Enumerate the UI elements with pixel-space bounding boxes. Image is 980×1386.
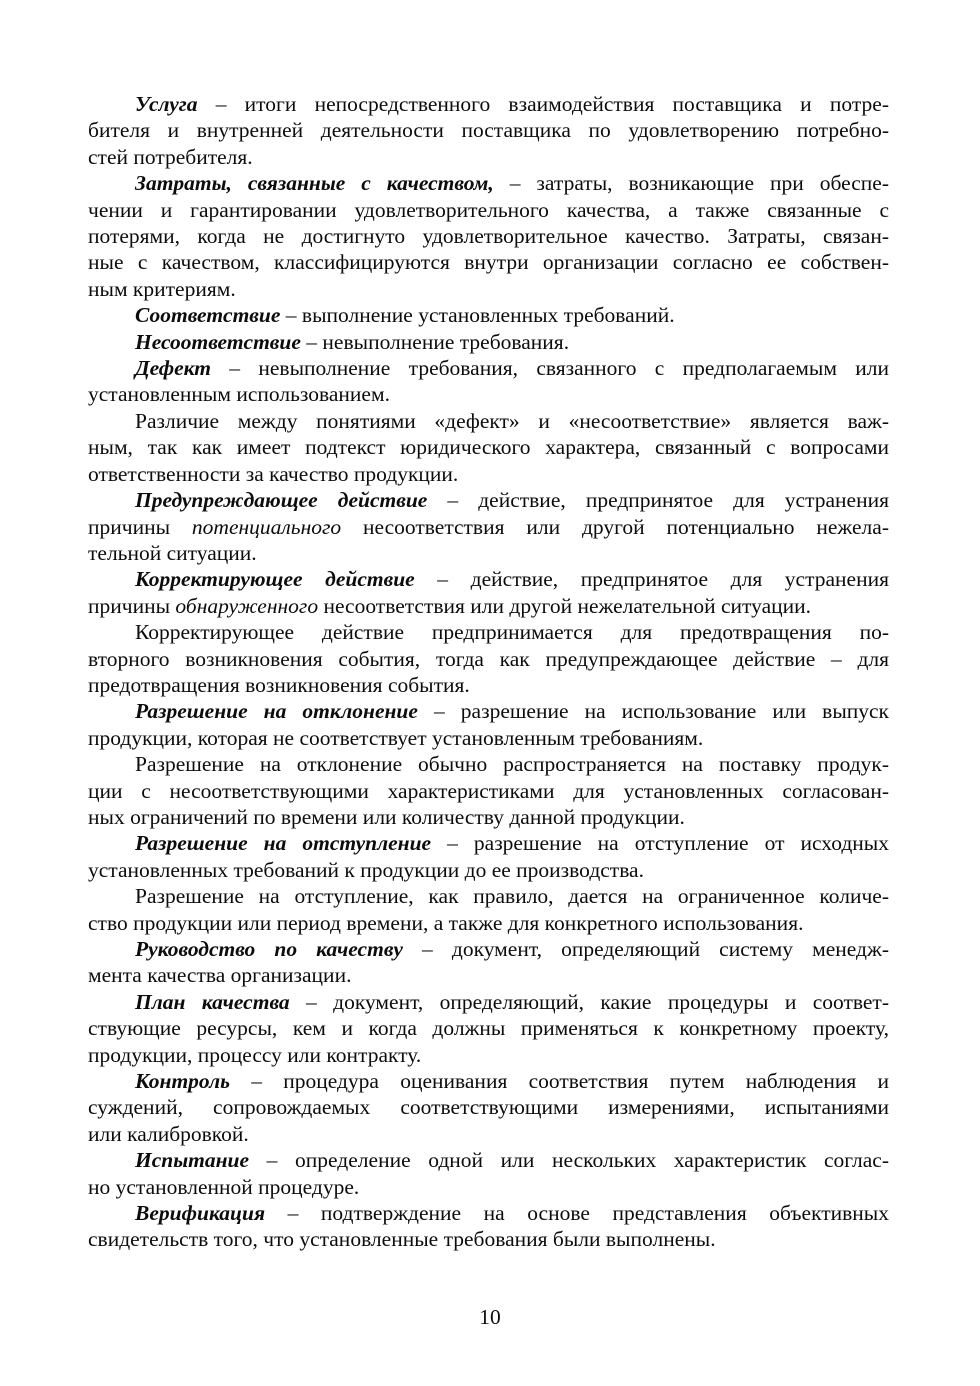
text-line (88, 355, 889, 381)
body-text: предотвращения возникновения события. (88, 672, 470, 697)
text-line (88, 197, 889, 223)
body-text: мента качества организации. (88, 963, 352, 988)
body-text: – невыполнение требования. (300, 329, 570, 354)
text-line (88, 408, 889, 434)
text-line (88, 1200, 889, 1226)
term-text: Верификация (135, 1201, 266, 1226)
paragraph (88, 1147, 889, 1200)
body-text: – документ, определяющий, какие процедуры и соответ- (289, 989, 889, 1014)
body-text: причины (88, 514, 192, 539)
body-text: установленным использованием. (88, 382, 390, 407)
body-text: стей потребителя. (88, 144, 253, 169)
paragraph (88, 989, 889, 1068)
text-line (88, 249, 889, 275)
term-text: Дефект (135, 356, 211, 381)
body-text: ных ограничений по времени или количеству данной продукции. (88, 804, 685, 829)
text-line (88, 1174, 889, 1200)
text-line (88, 487, 889, 513)
body-text: чении и гарантировании удовлетворительного качества, а также связанные с (88, 197, 889, 222)
body-text: продукции, которая не соответствует установленным требованиям. (88, 725, 704, 750)
body-text: – разрешение на отступление от исходных (431, 831, 889, 856)
body-text: ответственности за качество продукции. (88, 461, 459, 486)
text-block (88, 91, 889, 1253)
text-line (88, 514, 889, 540)
text-line (88, 434, 889, 460)
text-line (88, 276, 889, 302)
paragraph (88, 487, 889, 566)
text-line (88, 170, 889, 196)
text-line (88, 1015, 889, 1041)
text-line (88, 989, 889, 1015)
emphasis-text: потенциального (191, 514, 342, 539)
text-line (88, 593, 889, 619)
text-line (88, 619, 889, 645)
term-text: Руководство по качеству (135, 937, 403, 961)
text-line (88, 936, 889, 962)
body-text: – выполнение установленных требований. (280, 303, 675, 328)
text-line (88, 883, 889, 909)
body-text: – итоги непосредственного взаимодействия поставщика и потре- (197, 92, 889, 116)
text-line (88, 1042, 889, 1068)
text-line (88, 910, 889, 936)
term-text: Корректирующее действие (135, 567, 415, 592)
term-text: Услуга (135, 92, 198, 116)
paragraph (88, 566, 889, 619)
paragraph (88, 619, 889, 698)
body-text: – подтверждение на основе представления объективных (265, 1201, 889, 1226)
term-text: Разрешение на отступление (135, 831, 432, 856)
body-text: несоответствия или другой нежелательной ситуации. (318, 593, 812, 618)
body-text: – действие, предпринятое для устранения (414, 567, 890, 592)
text-line (88, 1094, 889, 1120)
text-line (88, 778, 889, 804)
text-line (88, 804, 889, 830)
body-text: несоответствия или другой потенциально нежела- (341, 514, 889, 539)
term-text: Несоответствие (135, 329, 301, 354)
text-line (88, 223, 889, 249)
body-text: установленных требований к продукции до ее производства. (88, 857, 644, 882)
text-line (88, 302, 889, 328)
text-line (88, 962, 889, 988)
body-text: – действие, предпринятое для устранения (427, 488, 889, 513)
text-line (88, 1226, 889, 1252)
body-text: ным, так как имеет подтекст юридического характера, связанный с вопросами (88, 435, 889, 460)
text-line (88, 1121, 889, 1147)
page-number: 10 (479, 1305, 501, 1329)
paragraph (88, 751, 889, 830)
text-line (88, 329, 889, 355)
paragraph (88, 91, 889, 170)
body-text: но установленной процедуре. (88, 1174, 360, 1199)
body-text: – процедура оценивания соответствия путем наблюдения и (230, 1069, 889, 1094)
text-line (88, 461, 889, 487)
term-text: Предупреждающее действие (135, 488, 428, 513)
body-text: – затраты, возникающие при обеспе- (493, 171, 889, 196)
body-text: ство продукции или период времени, а также для конкретного использования. (88, 910, 804, 935)
text-line (88, 144, 889, 170)
term-text: Соответствие (135, 303, 281, 328)
paragraph (88, 170, 889, 302)
body-text: или калибровкой. (88, 1121, 249, 1146)
term-text: Контроль (135, 1069, 230, 1094)
body-text: ции с несоответствующими характеристиками для установленных согласован- (88, 778, 889, 803)
body-text: – документ, определяющий систему менедж- (402, 937, 889, 961)
body-text: потерями, когда не достигнуто удовлетворительное качество. Затраты, связан- (88, 224, 889, 249)
body-text: Корректирующее действие предпринимается для предотвращения по- (135, 620, 889, 645)
body-text: Разрешение на отклонение обычно распространяется на поставку продук- (135, 752, 889, 777)
term-text: Разрешение на отклонение (135, 699, 418, 724)
body-text: ствующие ресурсы, кем и когда должны применяться к конкретному проекту, (88, 1016, 889, 1041)
paragraph (88, 355, 889, 408)
body-text: – невыполнение требования, связанного с предполагаемым или (210, 356, 889, 381)
text-line (88, 117, 889, 143)
body-text: суждений, сопровождаемых соответствующими измерениями, испытаниями (88, 1095, 889, 1120)
body-text: продукции, процессу или контракту. (88, 1042, 422, 1067)
text-line (88, 91, 889, 117)
body-text: – разрешение на использование или выпуск (417, 699, 890, 724)
body-text: тельной ситуации. (88, 540, 257, 565)
text-line (88, 1147, 889, 1173)
text-line (88, 566, 889, 592)
text-line (88, 830, 889, 856)
text-line (88, 381, 889, 407)
text-line (88, 1068, 889, 1094)
paragraph (88, 830, 889, 883)
text-line (88, 646, 889, 672)
body-text: вторного возникновения события, тогда как предупреждающее действие – для (88, 646, 889, 671)
body-text: Различие между понятиями «дефект» и «несоответствие» является важ- (135, 408, 889, 433)
paragraph (88, 302, 889, 328)
term-text: Испытание (135, 1148, 250, 1173)
body-text: ные с качеством, классифицируются внутри организации согласно ее собствен- (88, 250, 889, 275)
paragraph (88, 936, 889, 989)
body-text: ным критериям. (88, 276, 236, 301)
paragraph (88, 408, 889, 487)
text-line (88, 540, 889, 566)
paragraph (88, 698, 889, 751)
term-text: План качества (135, 989, 290, 1014)
term-text: Затраты, связанные с качеством, (135, 171, 494, 196)
paragraph (88, 329, 889, 355)
text-line (88, 698, 889, 724)
paragraph (88, 883, 889, 936)
body-text: – определение одной или нескольких характеристик соглас- (249, 1148, 889, 1173)
body-text: причины (88, 593, 176, 618)
text-line (88, 725, 889, 751)
text-line (88, 672, 889, 698)
text-line (88, 751, 889, 777)
body-text: свидетельств того, что установленные требования были выполнены. (88, 1227, 716, 1252)
paragraph (88, 1200, 889, 1253)
body-text: бителя и внутренней деятельности поставщика по удовлетворению потребно- (88, 118, 889, 143)
emphasis-text: обнаруженного (175, 593, 319, 618)
paragraph (88, 1068, 889, 1147)
text-line (88, 857, 889, 883)
body-text: Разрешение на отступление, как правило, дается на ограниченное количе- (135, 884, 889, 909)
